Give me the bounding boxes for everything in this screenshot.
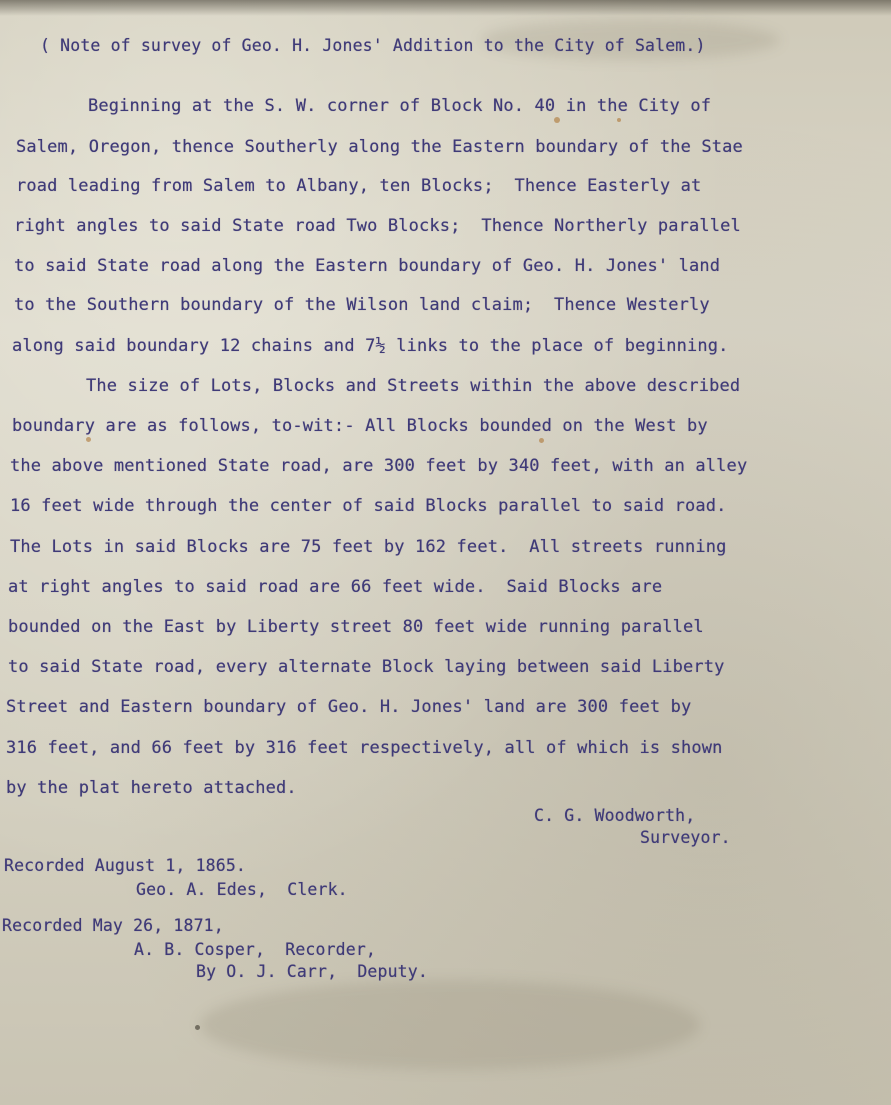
paragraph-1-line-4: right angles to said State road Two Blocks; Thence Northerly parallel (14, 216, 741, 236)
paragraph-2-line-3: the above mentioned State road, are 300 feet by 340 feet, with an alley (10, 456, 748, 476)
document-title: ( Note of survey of Geo. H. Jones' Addition to the City of Salem.) (40, 36, 706, 55)
surveyor-title: Surveyor. (640, 828, 731, 847)
paragraph-2-line-2: boundary are as follows, to-wit:- All Blocks bounded on the West by (12, 416, 708, 436)
paragraph-2-line-10: 316 feet, and 66 feet by 316 feet respectively, all of which is shown (6, 738, 723, 758)
paragraph-2-line-9: Street and Eastern boundary of Geo. H. Jones' land are 300 feet by (6, 697, 692, 717)
paragraph-1-line-7: along said boundary 12 chains and 7½ links to the place of beginning. (12, 336, 729, 356)
paragraph-1-line-1: Beginning at the S. W. corner of Block No. 40 in the City of (88, 96, 712, 116)
paragraph-1-line-5: to said State road along the Eastern boundary of Geo. H. Jones' land (14, 256, 721, 276)
recording-2-date: Recorded May 26, 1871, (2, 916, 224, 935)
recording-1-clerk: Geo. A. Edes, Clerk. (136, 880, 348, 899)
foxing-spot (539, 438, 544, 443)
recording-1-date: Recorded August 1, 1865. (4, 856, 247, 875)
paragraph-1-line-6: to the Southern boundary of the Wilson land claim; Thence Westerly (14, 295, 710, 315)
paragraph-2-line-7: bounded on the East by Liberty street 80 feet wide running parallel (8, 617, 704, 637)
paragraph-2-line-11: by the plat hereto attached. (6, 778, 297, 798)
paragraph-2-line-4: 16 feet wide through the center of said Blocks parallel to said road. (10, 496, 727, 516)
recording-2-deputy: By O. J. Carr, Deputy. (196, 962, 428, 981)
foxing-spot (554, 117, 560, 123)
paragraph-2-line-1: The size of Lots, Blocks and Streets within the above described (86, 376, 741, 396)
foxing-spot (617, 118, 621, 122)
ink-bleed-smudge (200, 980, 700, 1070)
paragraph-1-line-2: Salem, Oregon, thence Southerly along the Eastern boundary of the Stae (16, 137, 743, 157)
page-top-edge-shadow (0, 0, 891, 16)
surveyor-name: C. G. Woodworth, (534, 806, 696, 825)
foxing-spot (86, 437, 91, 442)
foxing-spot (195, 1025, 200, 1030)
paragraph-2-line-6: at right angles to said road are 66 feet wide. Said Blocks are (8, 577, 663, 597)
paragraph-2-line-8: to said State road, every alternate Block laying between said Liberty (8, 657, 725, 677)
paragraph-2-line-5: The Lots in said Blocks are 75 feet by 162 feet. All streets running (10, 537, 727, 557)
recording-2-recorder: A. B. Cosper, Recorder, (134, 940, 377, 959)
paragraph-1-line-3: road leading from Salem to Albany, ten Blocks; Thence Easterly at (16, 176, 702, 196)
